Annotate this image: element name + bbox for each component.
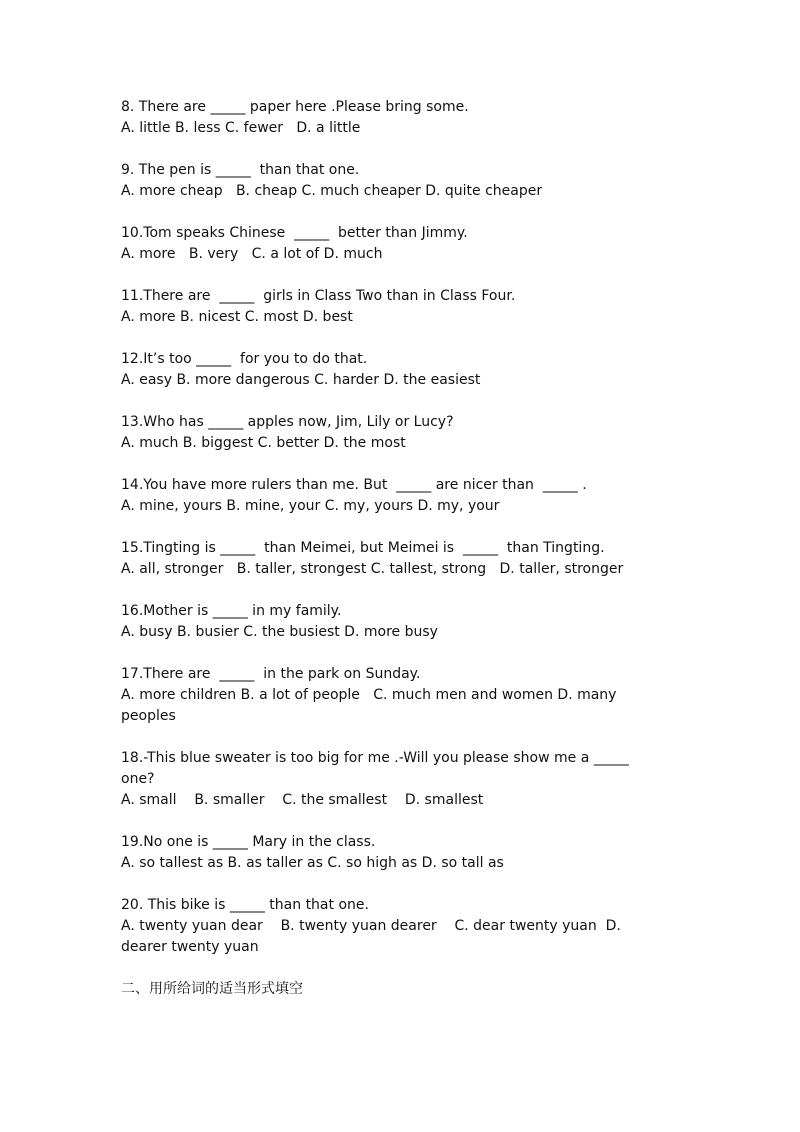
question-item: [121, 475, 661, 517]
question-item: [121, 160, 661, 202]
question-stem: 8. There are _____ paper here .Please bring some.: [121, 99, 469, 115]
document-page: [121, 97, 661, 1000]
question-options: A. so tallest as B. as taller as C. so high as D. so tall as: [121, 855, 504, 871]
question-options: A. more children B. a lot of people C. much men and women D. many peoples: [121, 687, 621, 724]
question-stem: 17.There are _____ in the park on Sunday.: [121, 666, 421, 682]
question-item: [121, 412, 661, 454]
question-stem: 11.There are _____ girls in Class Two than in Class Four.: [121, 288, 516, 304]
question-item: [121, 895, 661, 958]
question-item: [121, 97, 661, 139]
question-options: A. small B. smaller C. the smallest D. smallest: [121, 792, 484, 808]
section-heading: 二、用所给词的适当形式填空: [121, 981, 303, 997]
question-item: [121, 349, 661, 391]
question-options: A. more cheap B. cheap C. much cheaper D. quite cheaper: [121, 183, 543, 199]
question-item: [121, 286, 661, 328]
question-options: A. twenty yuan dear B. twenty yuan dearer C. dear twenty yuan D. dearer twenty yuan: [121, 918, 626, 955]
question-options: A. more B. nicest C. most D. best: [121, 309, 353, 325]
question-options: A. more B. very C. a lot of D. much: [121, 246, 383, 262]
question-options: A. much B. biggest C. better D. the most: [121, 435, 406, 451]
question-stem: 15.Tingting is _____ than Meimei, but Meimei is _____ than Tingting.: [121, 540, 605, 556]
question-item: [121, 601, 661, 643]
question-stem: 10.Tom speaks Chinese _____ better than Jimmy.: [121, 225, 468, 241]
question-stem: 16.Mother is _____ in my family.: [121, 603, 342, 619]
question-stem: 18.-This blue sweater is too big for me .-Will you please show me a _____ one?: [121, 750, 634, 787]
question-item: [121, 223, 661, 265]
question-options: A. busy B. busier C. the busiest D. more busy: [121, 624, 438, 640]
question-options: A. easy B. more dangerous C. harder D. the easiest: [121, 372, 481, 388]
question-stem: 9. The pen is _____ than that one.: [121, 162, 360, 178]
question-options: A. little B. less C. fewer D. a little: [121, 120, 361, 136]
question-stem: 19.No one is _____ Mary in the class.: [121, 834, 376, 850]
question-stem: 13.Who has _____ apples now, Jim, Lily or Lucy?: [121, 414, 454, 430]
question-stem: 14.You have more rulers than me. But _____ are nicer than _____ .: [121, 477, 587, 493]
question-item: [121, 748, 661, 811]
question-item: [121, 538, 661, 580]
question-item: [121, 832, 661, 874]
question-options: A. mine, yours B. mine, your C. my, yours D. my, your: [121, 498, 500, 514]
question-options: A. all, stronger B. taller, strongest C. tallest, strong D. taller, stronger: [121, 561, 624, 577]
question-item: [121, 664, 661, 727]
question-list: [121, 97, 661, 958]
question-stem: 20. This bike is _____ than that one.: [121, 897, 369, 913]
question-stem: 12.It’s too _____ for you to do that.: [121, 351, 368, 367]
